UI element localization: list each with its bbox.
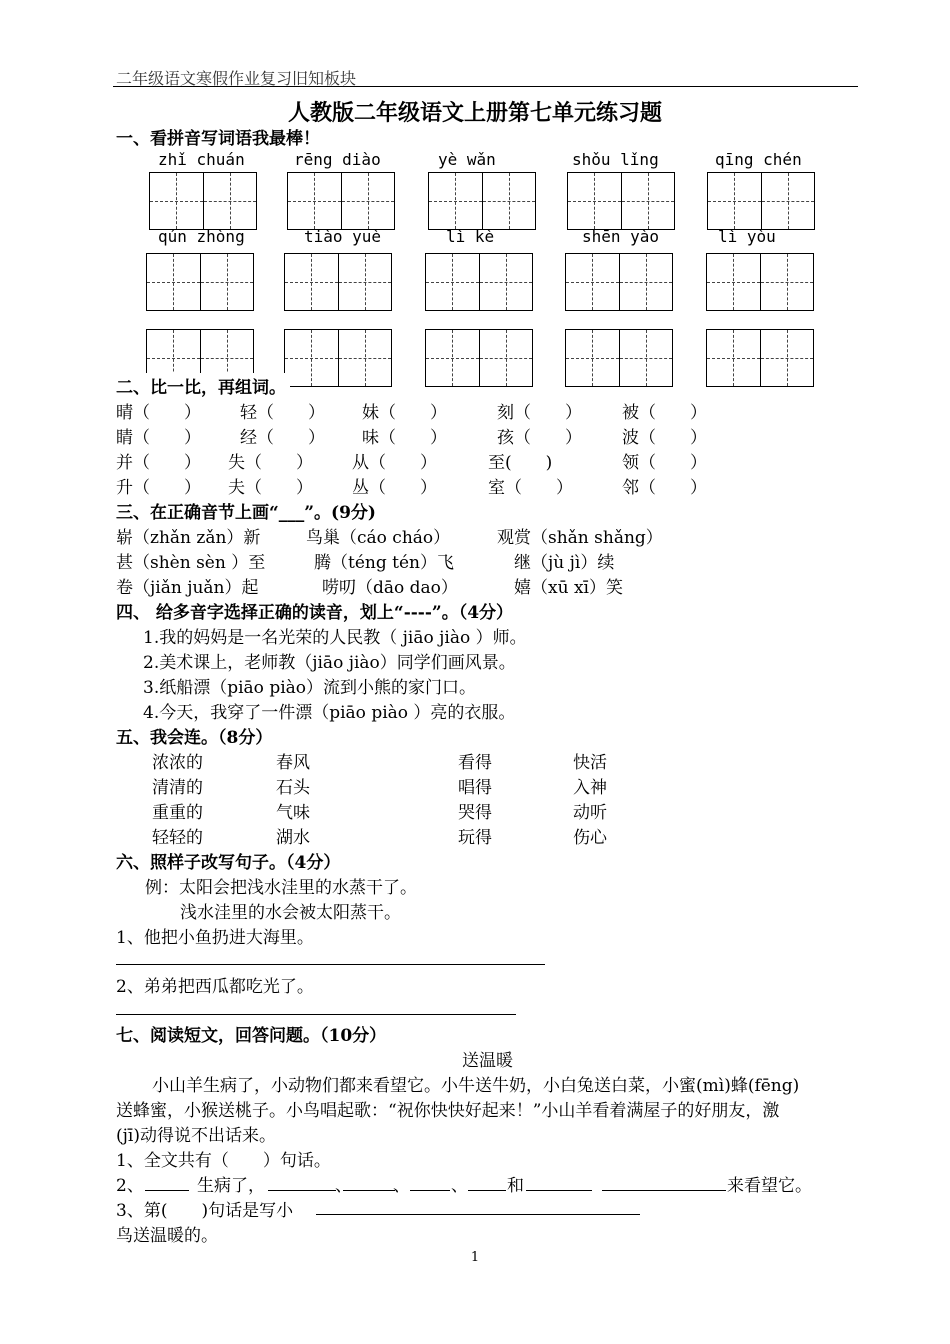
question-item: 2、弟弟把西瓜都吃光了。 [116, 977, 314, 997]
match-item: 哭得 [458, 803, 492, 823]
match-item: 快活 [573, 753, 607, 773]
pinyin-choice: 腾（téng tén）飞 [314, 553, 454, 573]
pinyin-choice: 卷（jiǎn juǎn）起 [116, 578, 259, 598]
word-pair: 室（ ） [488, 478, 573, 498]
word-pair: 丛（ ） [352, 478, 437, 498]
writing-grid[interactable] [425, 253, 533, 311]
passage-line: 送蜂蜜，小猴送桃子。小鸟唱起歌：“祝你快快好起来！”小山羊看着满屋子的好朋友，激 [116, 1101, 780, 1121]
pinyin-6: qún zhòng [158, 227, 245, 246]
writing-grid[interactable] [567, 172, 675, 230]
example-answer: 浅水洼里的水会被太阳蒸干。 [180, 903, 401, 923]
word-pair: 从（ ） [352, 453, 437, 473]
pinyin-2: rēng diào [294, 150, 381, 169]
example-sentence: 例：太阳会把浅水洼里的水蒸干了。 [145, 878, 417, 898]
writing-grid[interactable] [287, 172, 395, 230]
word-pair: 失（ ） [228, 453, 313, 473]
pinyin-5: qīng chén [715, 150, 802, 169]
section-6-heading: 六、照样子改写句子。（4分） [116, 853, 341, 873]
section-4-heading: 四、 给多音字选择正确的读音，划上“----”。（4分） [116, 603, 514, 623]
pinyin-7: tiào yuè [304, 227, 382, 246]
writing-grid[interactable] [146, 253, 254, 311]
match-item: 石头 [276, 778, 310, 798]
word-pair: 夫（ ） [228, 478, 313, 498]
question-item: 3.纸船漂（piāo piào）流到小熊的家门口。 [143, 678, 477, 698]
page-number: 1 [470, 1250, 480, 1265]
question-item: 4.今天，我穿了一件漂（piāo piào ）亮的衣服。 [143, 703, 516, 723]
writing-grid[interactable] [565, 329, 673, 387]
writing-grid[interactable] [149, 172, 257, 230]
match-item: 伤心 [573, 828, 607, 848]
pinyin-choice: 崭（zhǎn zǎn）新 [116, 528, 261, 548]
question-item: 1、他把小鱼扔进大海里。 [116, 928, 314, 948]
word-pair: 妹（ ） [362, 403, 447, 423]
writing-grid[interactable] [425, 329, 533, 387]
blank-line[interactable] [602, 1190, 726, 1191]
match-item: 重重的 [152, 803, 203, 823]
match-item: 唱得 [458, 778, 492, 798]
match-item: 气味 [276, 803, 310, 823]
blank-line[interactable] [343, 1190, 395, 1191]
word-pair: 经（ ） [240, 428, 325, 448]
page-title: 人教版二年级语文上册第七单元练习题 [287, 100, 662, 126]
separator-text: 、 [335, 1176, 352, 1196]
answer-line[interactable] [116, 1014, 516, 1015]
match-item: 春风 [276, 753, 310, 773]
match-item: 浓浓的 [152, 753, 203, 773]
pinyin-choice: 嬉（xū xī）笑 [514, 578, 623, 598]
pinyin-8: lì kè [446, 227, 495, 246]
word-pair: 刻（ ） [497, 403, 582, 423]
match-item: 清清的 [152, 778, 203, 798]
word-pair: 孩（ ） [497, 428, 582, 448]
question-item: 鸟送温暖的。 [116, 1226, 218, 1246]
word-pair: 轻（ ） [240, 403, 325, 423]
pinyin-10: lì yòu [718, 227, 776, 246]
question-text: 生病了， [197, 1176, 265, 1196]
word-pair: 领（ ） [622, 453, 707, 473]
word-pair: 晴（ ） [116, 403, 201, 423]
word-pair: 波（ ） [622, 428, 707, 448]
writing-grid[interactable] [706, 329, 814, 387]
pinyin-choice: 鸟巢（cáo cháo） [306, 528, 451, 548]
blank-line[interactable] [145, 1190, 189, 1191]
header-rule [113, 86, 858, 87]
word-pair: 邻（ ） [622, 478, 707, 498]
question-item: 3、第( )句话是写小 [116, 1201, 294, 1221]
pinyin-1: zhǐ chuán [158, 150, 245, 169]
writing-grid[interactable] [428, 172, 536, 230]
match-item: 入神 [573, 778, 607, 798]
writing-grid[interactable] [284, 329, 392, 387]
word-pair: 并（ ） [116, 453, 201, 473]
pinyin-choice: 观赏（shǎn shǎng） [497, 528, 663, 548]
blank-line[interactable] [316, 1214, 640, 1215]
word-pair: 味（ ） [362, 428, 447, 448]
pinyin-choice: 继（jù jì）续 [514, 553, 615, 573]
writing-grid[interactable] [284, 253, 392, 311]
page-header: 二年级语文寒假作业复习旧知板块 [116, 69, 357, 88]
passage-title: 送温暖 [462, 1051, 513, 1071]
match-item: 轻轻的 [152, 828, 203, 848]
section-2-heading: 二、比一比，再组词。 [116, 373, 290, 398]
pinyin-3: yè wǎn [438, 150, 496, 169]
blank-line[interactable] [268, 1190, 336, 1191]
match-item: 玩得 [458, 828, 492, 848]
match-item: 湖水 [276, 828, 310, 848]
word-pair: 被（ ） [622, 403, 707, 423]
section-5-heading: 五、我会连。（8分） [116, 728, 273, 748]
writing-grid[interactable] [565, 253, 673, 311]
match-item: 看得 [458, 753, 492, 773]
question-prefix: 2、 [116, 1176, 144, 1196]
passage-line: (jī)动得说不出话来。 [116, 1126, 276, 1146]
blank-line[interactable] [410, 1190, 450, 1191]
pinyin-choice: 甚（shèn sèn ）至 [116, 553, 266, 573]
pinyin-9: shēn yào [582, 227, 660, 246]
section-1-heading: 一、看拼音写词语我最棒！ [116, 129, 320, 149]
question-text: 和 [507, 1176, 524, 1196]
word-pair: 升（ ） [116, 478, 201, 498]
passage-line: 小山羊生病了，小动物们都来看望它。小牛送牛奶，小白兔送白菜，小蜜(mì)蜂(fēng) [152, 1076, 800, 1096]
question-text: 来看望它。 [727, 1176, 812, 1196]
section-3-heading: 三、在正确音节上画“___”。(9分) [116, 503, 376, 523]
blank-line[interactable] [526, 1190, 592, 1191]
pinyin-choice: 唠叨（dāo dao） [322, 578, 458, 598]
separator-text: 、 [451, 1176, 468, 1196]
writing-grid[interactable] [706, 253, 814, 311]
answer-line[interactable] [116, 964, 545, 965]
word-pair: 至( ) [488, 453, 553, 473]
question-item: 1.我的妈妈是一名光荣的人民教（ jiāo jiào ）师。 [143, 628, 527, 648]
match-item: 动听 [573, 803, 607, 823]
question-item: 2.美术课上，老师教（jiāo jiào）同学们画风景。 [143, 653, 516, 673]
section-7-heading: 七、阅读短文，回答问题。（10分） [116, 1026, 387, 1046]
writing-grid[interactable] [707, 172, 815, 230]
question-item: 1、全文共有（ ）句话。 [116, 1151, 331, 1171]
word-pair: 睛（ ） [116, 428, 201, 448]
blank-line[interactable] [468, 1190, 506, 1191]
separator-text: 、 [393, 1176, 410, 1196]
pinyin-4: shǒu lǐng [572, 150, 659, 169]
